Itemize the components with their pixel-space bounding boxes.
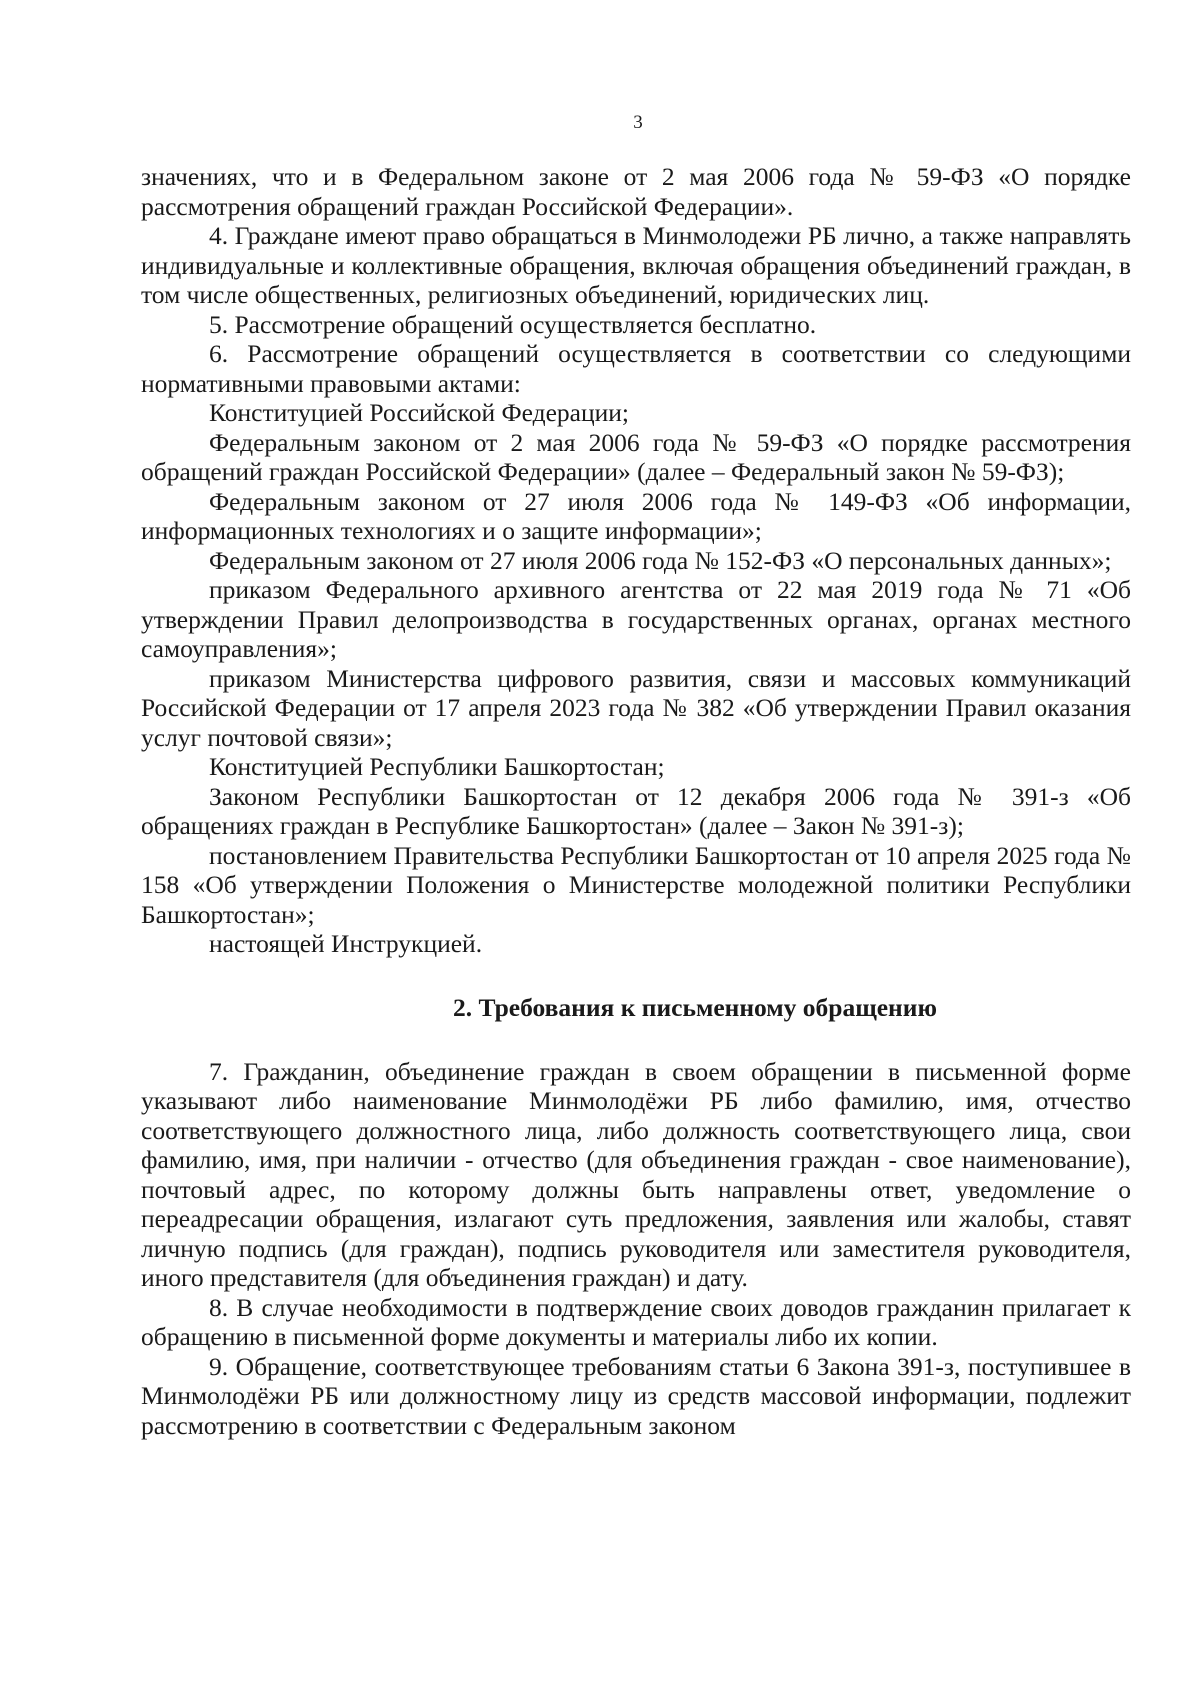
paragraph-p6h: Законом Республики Башкортостан от 12 декабря 2006 года № 391-з «Об обращениях граждан в Республике Башкортостан» (далее – Закон № 391-з); bbox=[141, 781, 1131, 840]
paragraph-p6: 6. Рассмотрение обращений осуществляется в соответствии со следующими нормативными правовыми актами: bbox=[141, 339, 1131, 398]
paragraph-p6f: приказом Министерства цифрового развития, связи и массовых коммуникаций Российской Федерации от 17 апреля 2023 года № 382 «Об утверждении Правил оказания услуг почтовой связи»; bbox=[141, 663, 1131, 752]
paragraph-p5: 5. Рассмотрение обращений осуществляется бесплатно. bbox=[209, 309, 817, 339]
paragraph-p6d: Федеральным законом от 27 июля 2006 года № 152-ФЗ «О персональных данных»; bbox=[209, 545, 1112, 575]
paragraph-p9: 9. Обращение, соответствующее требованиям статьи 6 Закона 391-з, поступившее в Минмолодёжи РБ или должностному лицу из средств массовой информации, подлежит рассмотрению в соответствии с Федеральным законом bbox=[141, 1351, 1131, 1440]
paragraph-p6b: Федеральным законом от 2 мая 2006 года № 59-ФЗ «О порядке рассмотрения обращений граждан Российской Федерации» (далее – Федеральный закон № 59-ФЗ); bbox=[141, 427, 1131, 486]
paragraph-p7: 7. Гражданин, объединение граждан в своем обращении в письменной форме указывают либо наименование Минмолодёжи РБ либо фамилию, имя, отчество соответствующего должностного лица, либо должность соответствующего лица, свои фамилию, имя, при наличии - отчество (для объединения граждан - свое наименование), почтовый адрес, по которому должны быть направлены ответ, уведомление о переадресации обращения, излагают суть предложения, заявления или жалобы, ставят личную подпись (для граждан), подпись руководителя или заместителя руководителя, иного представителя (для объединения граждан) и дату. bbox=[141, 1056, 1131, 1292]
paragraph-p6i: постановлением Правительства Республики Башкортостан от 10 апреля 2025 года № 158 «Об утверждении Положения о Министерстве молодежной политики Республики Башкортостан»; bbox=[141, 840, 1131, 929]
document-body bbox=[141, 162, 1131, 1440]
paragraphs-before bbox=[141, 162, 1131, 959]
paragraphs-after bbox=[141, 1057, 1131, 1441]
paragraph-p6e: приказом Федерального архивного агентства от 22 мая 2019 года № 71 «Об утверждении Правил делопроизводства в государственных органах, органах местного самоуправления»; bbox=[141, 575, 1131, 663]
paragraph-p4: 4. Граждане имеют право обращаться в Минмолодежи РБ лично, а также направлять индивидуальные и коллективные обращения, включая обращения объединений граждан, в том числе общественных, религиозных объединений, юридических лиц. bbox=[141, 221, 1131, 309]
paragraph-p6a: Конституцией Российской Федерации; bbox=[209, 398, 629, 427]
paragraph-p8: 8. В случае необходимости в подтверждение своих доводов гражданин прилагает к обращению в письменной форме документы и материалы либо их копии. bbox=[141, 1292, 1131, 1351]
paragraph-p6j: настоящей Инструкцией. bbox=[209, 929, 483, 958]
section-heading: 2. Требования к письменному обращению bbox=[453, 992, 937, 1022]
paragraph-p0: значениях, что и в Федеральном законе от 2 мая 2006 года № 59-ФЗ «О порядке рассмотрения обращений граждан Российской Федерации». bbox=[141, 162, 1131, 221]
paragraph-p6c: Федеральным законом от 27 июля 2006 года № 149-ФЗ «Об информации, информационных технологиях и о защите информации»; bbox=[141, 486, 1131, 545]
page-number: 3 bbox=[633, 112, 643, 133]
paragraph-p6g: Конституцией Республики Башкортостан; bbox=[209, 752, 665, 781]
